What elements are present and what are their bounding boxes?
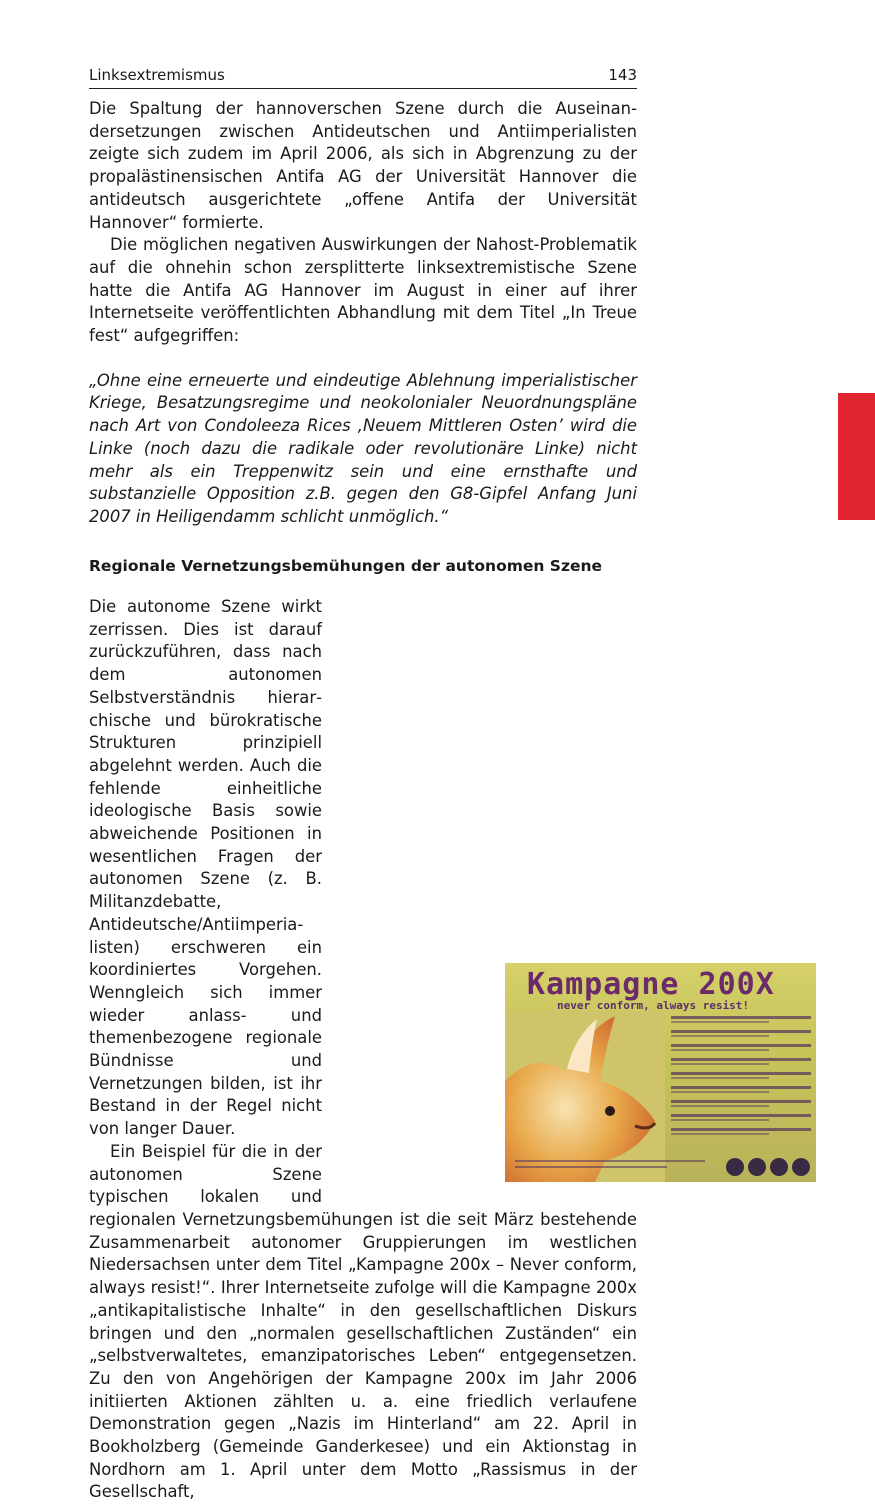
poster-footer-text xyxy=(515,1160,705,1174)
logo-icon xyxy=(748,1158,766,1176)
top-text-block xyxy=(89,98,637,529)
paragraph: Die autonome Szene wirkt zerrissen. Dies ist darauf zurückzuführen, dass nach dem autonomen Selbstverständnis hierarchische und bürokratische Strukturen prinzipiell abgelehnt werden. Auch die fehlende einheitliche ideologische Basis sowie abweichende Positionen in wesentlichen Fragen der autonomen Szene (z. B. Militanzdebatte, Antideutsche/Antiimperialisten) erschweren ein koordiniertes Vorgehen. Wenngleich sich immer wieder anlass- und themenbezogene regionale Bündnisse und Vernetzungen bilden, ist ihr Bestand in der Regel nicht von langer Dauer. xyxy=(89,597,322,1139)
logo-icon xyxy=(792,1158,810,1176)
campaign-poster-image xyxy=(505,963,816,1182)
running-header xyxy=(89,66,637,89)
logo-icon xyxy=(726,1158,744,1176)
page-number: 143 xyxy=(608,66,637,84)
poster-title: Kampagne 200X xyxy=(527,967,775,1002)
poster-logos xyxy=(726,1158,810,1176)
paragraph: Die Spaltung der hannoverschen Szene durch die Auseinandersetzungen zwischen Antideutschen und Antiimperialisten zeigte sich zudem im April 2006, als sich in Abgrenzung zu der propalästinensischen Antifa AG der Universität Hannover die antideutsch ausgerichtete „offene Antifa der Universität Hannover“ formierte. xyxy=(89,99,637,232)
block-quote: „Ohne eine erneuerte und eindeutige Ablehnung imperialistischer Kriege, Besatzungsregime und neokolonialer Neuordnungspläne nach Art von Condoleeza Rices ‚Neuem Mittleren Osten’ wird die Linke (noch dazu die radikale oder revolutionäre Linke) nicht mehr als ein Treppenwitz sein und eine ernsthafte und substanzielle Opposition z.B. gegen den G8-Gipfel Anfang Juni 2007 in Heiligendamm schlicht unmöglich.“ xyxy=(89,370,637,526)
chapter-title: Linksextremismus xyxy=(89,66,225,84)
section-heading: Regionale Vernetzungsbemühungen der autonomen Szene xyxy=(89,557,603,575)
paragraph: Die möglichen negativen Auswirkungen der Nahost-Problematik auf die ohnehin schon zersplitterte linksextremistische Szene hatte die Antifa AG Hannover im August in einer auf ihrer Internetseite veröffentlichten Abhandlung mit dem Titel „In Treue fest“ aufgegriffen: xyxy=(89,235,637,346)
poster-subtitle: never conform, always resist! xyxy=(557,999,750,1012)
logo-icon xyxy=(770,1158,788,1176)
rabbit-illustration xyxy=(505,1011,665,1182)
paragraph: Ein Beispiel für die in der autonomen Szene typischen lokalen und regionalen Vernetzungsbemühungen ist die seit März bestehende Zusammenarbeit autonomer Gruppierungen im westlichen Niedersachsen unter dem Titel „Kampagne 200x – Never conform, always resist!“. Ihrer Internetseite zufolge will die Kampagne 200x „antikapitalistische Inhalte“ in den gesellschaftlichen Diskurs bringen und den „normalen gesellschaftlichen Zuständen“ ein „selbstverwaltetes, emanzipatorisches Leben“ entgegensetzen. Zu den von Angehörigen der Kampagne 200x im Jahr 2006 initiierten Aktionen zählten u. a. eine friedlich verlaufene Demonstration gegen „Nazis im Hinterland“ am 22. April in Bookholzberg (Gemeinde Ganderkesee) und ein Aktionstag in Nordhorn am 1. April unter dem Motto „Rassismus in der Gesellschaft, xyxy=(89,1141,637,1502)
poster-event-list xyxy=(671,1009,811,1137)
section-thumb-tab xyxy=(838,393,875,520)
